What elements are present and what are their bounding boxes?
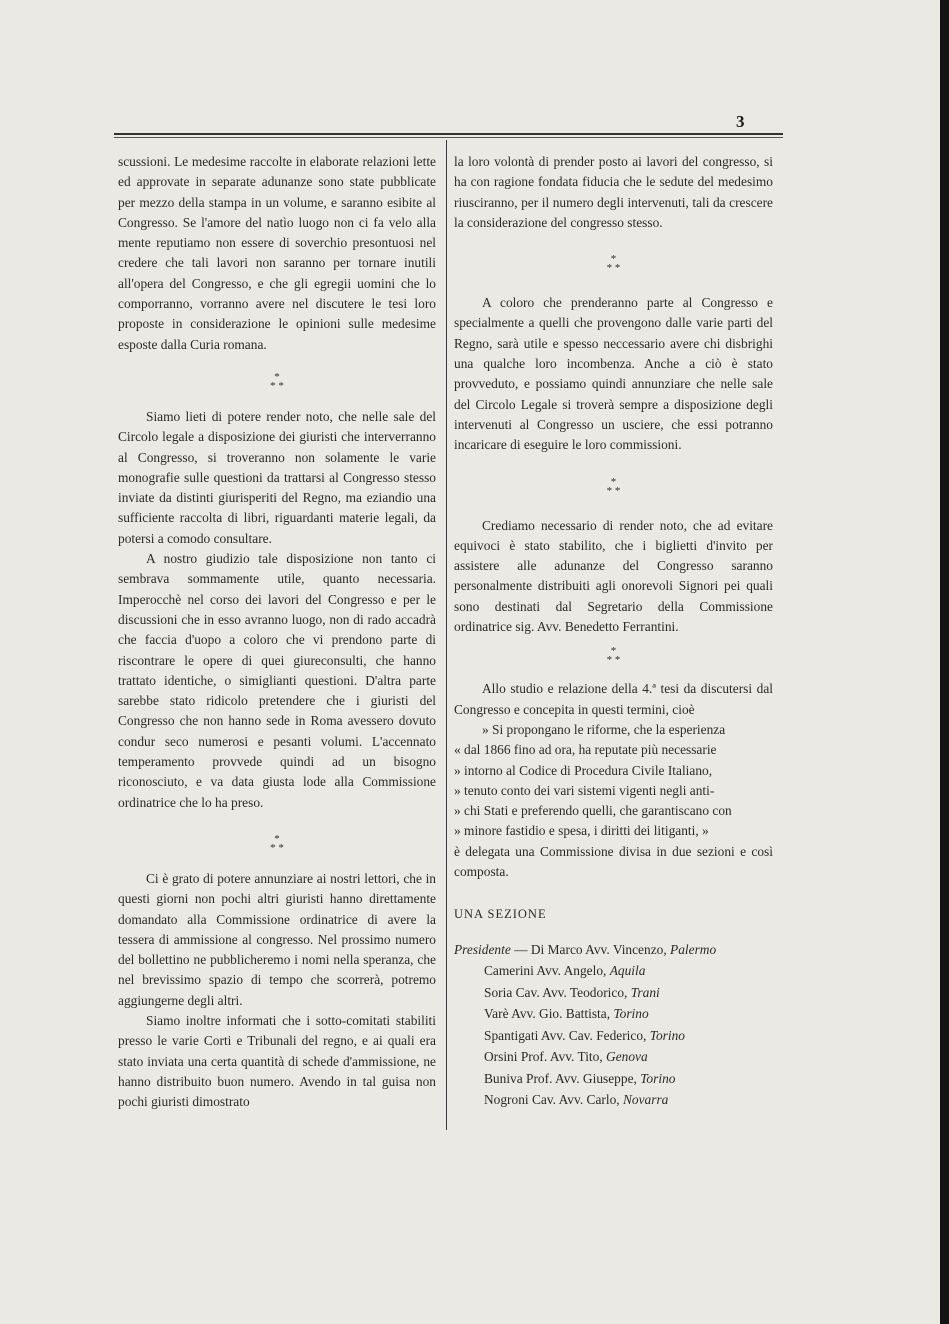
asterism-separator (118, 832, 436, 854)
page-edge (940, 0, 949, 1324)
asterism-bottom: * * (606, 484, 621, 497)
left-paragraph-1: scussioni. Le medesime raccolte in elaborate relazioni lette ed approvate in separate adunanze sono state pubblicate per mezzo della stampa in un volume, e saranno esibite al Congresso. Se l'amore del natìo luogo non ci fa velo alla mente reputiamo non essere di soverchio presontuosi nel credere che tali lavori non saranno per tornare inutili all'opera del Congresso, e che gli egregii uomini che lo comporranno, vorranno avere nel discutere le tesi loro proposte in considerazione le opinioni sulle medesime esposte dalla Curia romana. (118, 154, 436, 352)
quote-line: » chi Stati e preferendo quelli, che garantiscano con (454, 803, 732, 819)
president-dash: — (514, 941, 528, 957)
member-city: Aquila (609, 963, 646, 979)
member-name: Camerini Avv. Angelo, (484, 963, 607, 979)
member-city: Trani (630, 984, 660, 1000)
president-line (454, 939, 773, 961)
left-paragraph-5: Siamo inoltre informati che i sotto-comitati stabiliti presso le varie Corti e Tribunali del regno, e ai quali era stato inviata una certa quantità di schede d'ammissione, ne hanno distribuito buon numero. Avendo in tal guisa non pochi giuristi dimostrato (118, 1012, 436, 1110)
asterism-top: * (274, 370, 280, 383)
asterism-top: * (610, 645, 617, 658)
header-rule-thin (114, 137, 783, 138)
member-name: Soria Cav. Avv. Teodorico, (484, 984, 628, 1000)
member-name: Varè Avv. Gio. Battista, (484, 1006, 611, 1022)
member-line (454, 1025, 773, 1047)
header-rule (114, 133, 783, 135)
asterism-bottom: * * (606, 654, 621, 667)
thesis-quote (454, 720, 773, 842)
president-name: Di Marco Avv. Vincenzo, (530, 941, 667, 957)
column-divider (446, 140, 447, 1130)
section-title: UNA SEZIONE (454, 907, 547, 922)
asterism-top: * (610, 253, 617, 266)
right-column (454, 152, 773, 1111)
member-city: Novarra (622, 1092, 669, 1108)
president-role: Presidente (454, 941, 511, 957)
right-paragraph-5: è delegata una Commissione divisa in due sezioni e così composta. (454, 843, 773, 880)
quote-line: » minore fastidio e spesa, i diritti dei litiganti, » (454, 823, 709, 839)
left-paragraph-2: Siamo lieti di potere render noto, che nelle sale del Circolo legale a disposizione dei giuristi che interverranno al Congresso, si troveranno non solamente le varie monografie sulle questioni da trattarsi al Congresso stesso inviate da distinti giurisperiti del Regno, ma eziandio una sufficiente raccolta di libri, riguardanti materie legali, da potersi a comodo consultare. (118, 408, 436, 546)
member-city: Torino (613, 1006, 649, 1022)
member-name: Spantigati Avv. Cav. Federico, (484, 1027, 647, 1043)
president-city: Palermo (670, 941, 717, 957)
quote-line: » tenuto conto dei vari sistemi vigenti negli anti- (454, 782, 715, 798)
page-number: 3 (736, 112, 745, 131)
asterism-bottom: * * (270, 841, 284, 854)
quote-line: « dal 1866 fino ad ora, ha reputate più necessarie (454, 742, 717, 758)
asterism-separator (454, 255, 773, 273)
member-line (454, 982, 773, 1004)
asterism-separator (454, 647, 773, 665)
member-name: Buniva Prof. Avv. Giuseppe, (484, 1070, 637, 1086)
asterism-bottom: * * (270, 379, 284, 392)
quote-line: » intorno al Codice di Procedura Civile Italiano, (454, 762, 713, 778)
asterism-top: * (274, 832, 280, 845)
member-name: Nogroni Cav. Avv. Carlo, (484, 1092, 620, 1108)
left-paragraph-4: Ci è grato di potere annunziare ai nostri lettori, che in questi giorni non pochi altri giuristi hanno direttamente domandato alla Commissione ordinatrice di avere la tessera di ammissione al congresso. Nel prossimo numero del bollettino ne pubblicheremo i nomi nella speranza, che nel brevissimo spazio di tempo che scorrerà, potremo aggiungerne degli altri. (118, 870, 436, 1008)
right-paragraph-3: Crediamo necessario di render noto, che ad evitare equivoci è stato stabilito, che i biglietti d'invito per assistere alle adunanze del Congresso saranno personalmente distribuiti agli onorevoli Signori pei quali sono destinati dal Segretario della Commissione ordinatrice sig. Avv. Benedetto Ferrantini. (454, 517, 773, 635)
asterism-separator (454, 475, 773, 497)
member-line (454, 960, 773, 982)
member-name: Orsini Prof. Avv. Tito, (484, 1049, 603, 1065)
member-line (454, 1046, 773, 1068)
right-paragraph-1: la loro volontà di prender posto ai lavori del congresso, si ha con ragione fondata fiducia che le sedute del medesimo riusciranno, per il numero degli intervenuti, tali da crescere la considerazione del congresso stesso. (454, 154, 773, 230)
right-paragraph-4: Allo studio e relazione della 4.ª tesi da discutersi dal Congresso e concepita in questi termini, cioè (454, 681, 773, 717)
member-line (454, 1089, 773, 1111)
right-paragraph-2: A coloro che prenderanno parte al Congresso e specialmente a quelli che provengono dalle varie parti del Regno, sarà utile e spesso neccessario avere chi disbrighi una qualche loro incombenza. Anche a ciò è stato provveduto, e possiamo quindi annunziare che nelle sale del Circolo Legale si troverà sempre a disposizione degli intervenuti al Congresso un usciere, che essi potranno incaricare di eseguire le loro commissioni. (454, 295, 773, 453)
member-city: Torino (640, 1070, 676, 1086)
asterism-separator (118, 370, 436, 392)
asterism-bottom: * * (606, 262, 621, 275)
asterism-top: * (610, 475, 617, 488)
left-column (118, 152, 436, 1112)
left-paragraph-3: A nostro giudizio tale disposizione non tanto ci sembrava sommamente utile, quanto necessaria. Imperocchè nel corso dei lavori del Congresso e per le discussioni che in esso avranno luogo, non di rado accadrà che faccia d'uopo a coloro che vi prendono parte di riscontrare le opere di quei giureconsulti, che hanno trattato identiche, o simiglianti questioni. D'altra parte sarebbe stato ridicolo pretendere che i giuristi del Congresso che non hanno sede in Roma avessero dovuto condur seco numerosi e pesanti volumi. L'accennato temperamento provvede quindi ad un bisogno riconosciuto, e va data giusta lode alla Commissione ordinatrice che lo ha preso. (118, 551, 436, 810)
quote-line: » Si propongano le riforme, che la esperienza (482, 721, 726, 737)
member-line (454, 1068, 773, 1090)
member-city: Torino (649, 1027, 686, 1043)
member-city: Genova (606, 1049, 648, 1065)
member-line (454, 1003, 773, 1025)
